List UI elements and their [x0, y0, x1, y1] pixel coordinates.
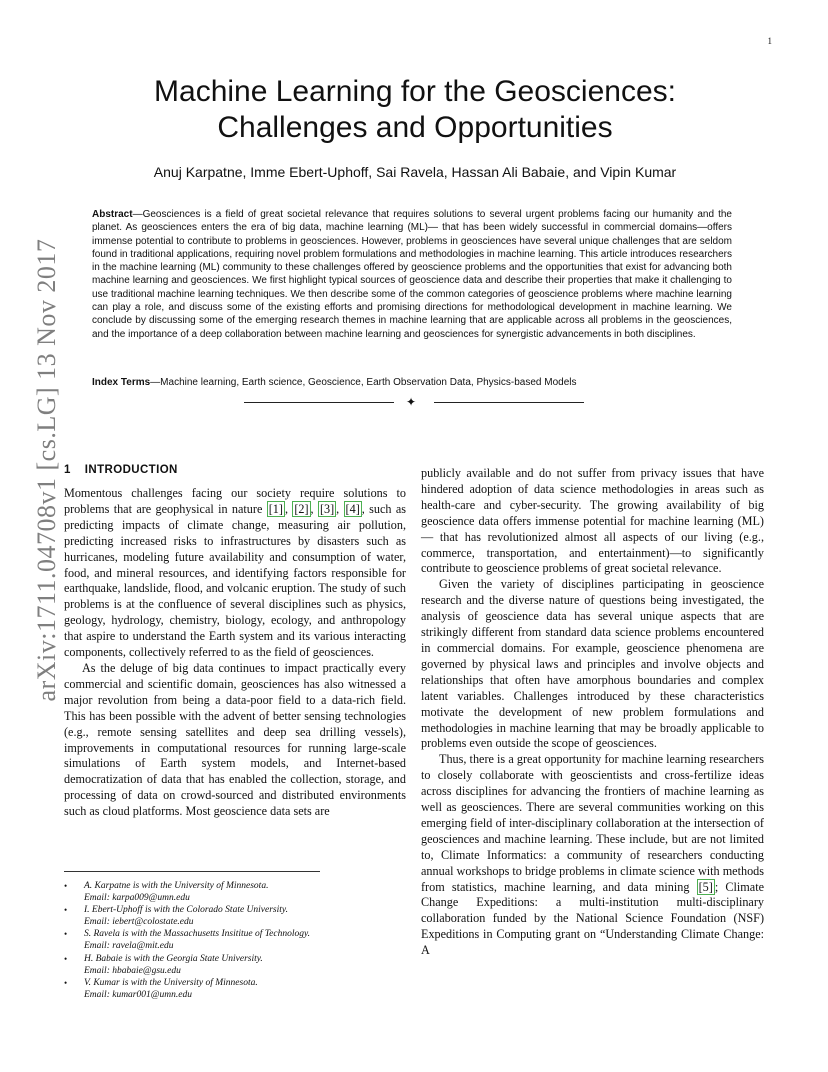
intro-paragraph-3: publicly available and do not suffer from privacy issues that have hindered adoption of data science methodologies in areas such as health-care and cyber-security. The growing availability of big geoscience data offers immense potential for machine learning (ML)— that has revolutionized almost all aspects of our living (e.g., commerce, transportation, and entertainment)—to significantly contribute to geoscience problems of great societal relevance. [421, 466, 764, 576]
intro-paragraph-1: Momentous challenges facing our society require solutions to problems that are geophysical in nature [1] , [2] , [3] , [4] , such as predicting impacts of climate change, measuring air pollution, predicting increased risks to infrastructures by disasters such as hurricanes, modeling future availability and consumption of water, food, and mineral resources, and identifying factors responsible for earthquake, landslide, flood, and volcanic eruption. The study of such problems is at the confluence of several disciplines such as physics, geology, hydrology, chemistry, biology, ecology, and anthropology that aspire to understand the Earth system and its various interacting components, collectively referred to as the field of geosciences. [64, 486, 406, 660]
separator-diamond-icon: ✦ [406, 395, 417, 409]
index-terms-text: —Machine learning, Earth science, Geoscience, Earth Observation Data, Physics-based Models [150, 377, 577, 388]
right-column [421, 466, 764, 959]
citation-link-1[interactable]: [1] [268, 501, 283, 516]
citation-link-2[interactable]: [2] [294, 501, 309, 516]
intro-paragraph-4: Given the variety of disciplines participating in geoscience research and the diverse nature of questions being investigated, the analysis of geoscience data has several unique aspects that are strikingly different from standard data science problems encountered in commercial domains. For example, geoscience phenomena are governed by physical laws and principles and involve objects and relationships that often have amorphous boundaries and complex latent variables. Challenges introduced by these characteristics motivate the development of new problem formulations and methodologies in machine learning that may be broadly applicable to problems even outside the scope of geosciences. [421, 577, 764, 751]
bullet-icon: • [64, 977, 68, 988]
bullet-icon: • [64, 881, 68, 891]
author-list: Anuj Karpatne, Imme Ebert-Uphoff, Sai Ravela, Hassan Ali Babaie, and Vipin Kumar [153, 164, 677, 180]
page-number: 1 [767, 36, 772, 46]
bullet-icon: • [64, 929, 68, 940]
section-heading-introduction [64, 464, 178, 476]
footnote-affiliation: A. Karpatne is with the University of Minnesota. [84, 881, 269, 891]
title-line-2: Challenges and Opportunities [217, 111, 613, 144]
footnote-item [64, 880, 404, 904]
footnote-item [64, 928, 404, 952]
bullet-icon: • [64, 905, 68, 916]
left-column [64, 486, 406, 820]
arxiv-identifier-stamp[interactable]: arXiv:1711.04708v1 [cs.LG] 13 Nov 2017 [32, 238, 61, 702]
footnote-email[interactable]: Email: iebert@colostate.edu [84, 917, 194, 928]
footnote-affiliation: H. Babaie is with the Georgia State University. [84, 953, 263, 964]
index-terms [92, 376, 732, 389]
title-line-1: Machine Learning for the Geosciences: [154, 75, 676, 108]
separator-line-left [244, 402, 394, 403]
footnote-affiliation: S. Ravela is with the Massachusetts Insititue of Technology. [84, 929, 311, 940]
section-title: INTRODUCTION [84, 464, 178, 476]
paper-title [90, 74, 740, 146]
author-affiliation-footnotes [64, 880, 404, 1001]
footnote-affiliation: V. Kumar is with the University of Minnesota. [84, 977, 258, 988]
footnote-affiliation: I. Ebert-Uphoff is with the Colorado State University. [84, 905, 288, 916]
footnote-email[interactable]: Email: kumar001@umn.edu [84, 989, 192, 1000]
footnote-email[interactable]: Email: ravela@mit.edu [84, 941, 174, 952]
intro-p5-text-b: ; Climate Change Expeditions: a multi-institution multi-disciplinary collaboration funded by the National Science Foundation (NSF) Expeditions in Computing grant on “Understanding Climate Change: A [421, 879, 764, 958]
intro-paragraph-2: As the deluge of big data continues to impact practically every commercial and scientific domain, geosciences has also witnessed a major revolution from being a data-poor field to a data-rich field. This has been possible with the advent of better sensing technologies (e.g., remote sensing satellites and deep sea drilling vessels), improvements in computational resources for running large-scale simulations of Earth system models, and Internet-based democratization of data that has enabled the collection, storage, and processing of data on crowd-sourced and distributed environments such as cloud platforms. Most geoscience data sets are [64, 660, 406, 819]
citation-link-5[interactable]: [5] [698, 879, 713, 894]
intro-p1-text-a: Momentous challenges facing our society require solutions to problems that are geophysical in nature [64, 486, 406, 516]
footnote-item [64, 953, 404, 977]
intro-p1-text-b: , such as predicting impacts of climate change, measuring air pollution, predicting increased risks to infrastructures by disasters such as hurricanes, modeling future availability and consumption of water, food, and mineral resources, and identifying factors responsible for earthquake, landslide, flood, and volcanic eruption. The study of such problems is at the confluence of several disciplines such as physics, geology, hydrology, chemistry, biology, ecology, and anthropology that aspire to understand the Earth system and its various interacting components, collectively referred to as the field of geosciences. [64, 501, 406, 660]
abstract-text: —Geosciences is a field of great societal relevance that requires solutions to several urgent problems facing our humanity and the planet. As geosciences enters the era of big data, machine learning (ML)— that has been widely successful in commercial domains—offers immense potential to contribute to problems in geosciences. However, problems in geosciences have several unique challenges that are seldom found in traditional applications, requiring novel problem formulations and methodologies in machine learning. This article introduces researchers in the machine learning (ML) community to these challenges offered by geoscience problems and the opportunities that exist for advancing both machine learning and geosciences. We first highlight typical sources of geoscience data and describe their properties that make it challenging to use traditional machine learning techniques. We then describe some of the common categories of geoscience problems where machine learning can play a role, and discuss some of the existing efforts and promising directions for methodological development in machine learning. We conclude by discussing some of the emerging research themes in machine learning that are applicable across all problems in the geosciences, and the importance of a deep collaboration between machine learning and geosciences for synergistic advancements in both disciplines. [92, 209, 732, 340]
section-number: 1 [64, 464, 71, 476]
footnote-item [64, 904, 404, 928]
intro-paragraph-5 [421, 752, 764, 959]
abstract-label: Abstract [92, 209, 133, 220]
section-separator [244, 396, 584, 410]
footnote-email[interactable]: Email: hbabaie@gsu.edu [84, 965, 181, 976]
intro-p5-text-a: Thus, there is a great opportunity for machine learning researchers to closely collaborate with geoscientists and cross-fertilize ideas across disciplines for advancing the frontiers of machine learning as well as geosciences. There are several communities working on this emerging field of inter-disciplinary collaboration at the intersection of geosciences and machine learning. These include, but are not limited to, Climate Informatics: a community of researchers conducting annual workshops to bridge problems in climate science with methods from statistics, machine learning, and data mining [421, 752, 764, 894]
bullet-icon: • [64, 953, 68, 964]
index-terms-label: Index Terms [92, 377, 151, 388]
separator-line-right [434, 402, 584, 403]
footnote-item [64, 977, 404, 1001]
citation-link-3[interactable]: [3] [319, 501, 335, 516]
abstract [92, 208, 732, 341]
footnote-rule [64, 871, 320, 872]
footnote-email[interactable]: Email: karpa009@umn.edu [84, 893, 190, 904]
citation-link-4[interactable]: [4] [345, 501, 360, 516]
